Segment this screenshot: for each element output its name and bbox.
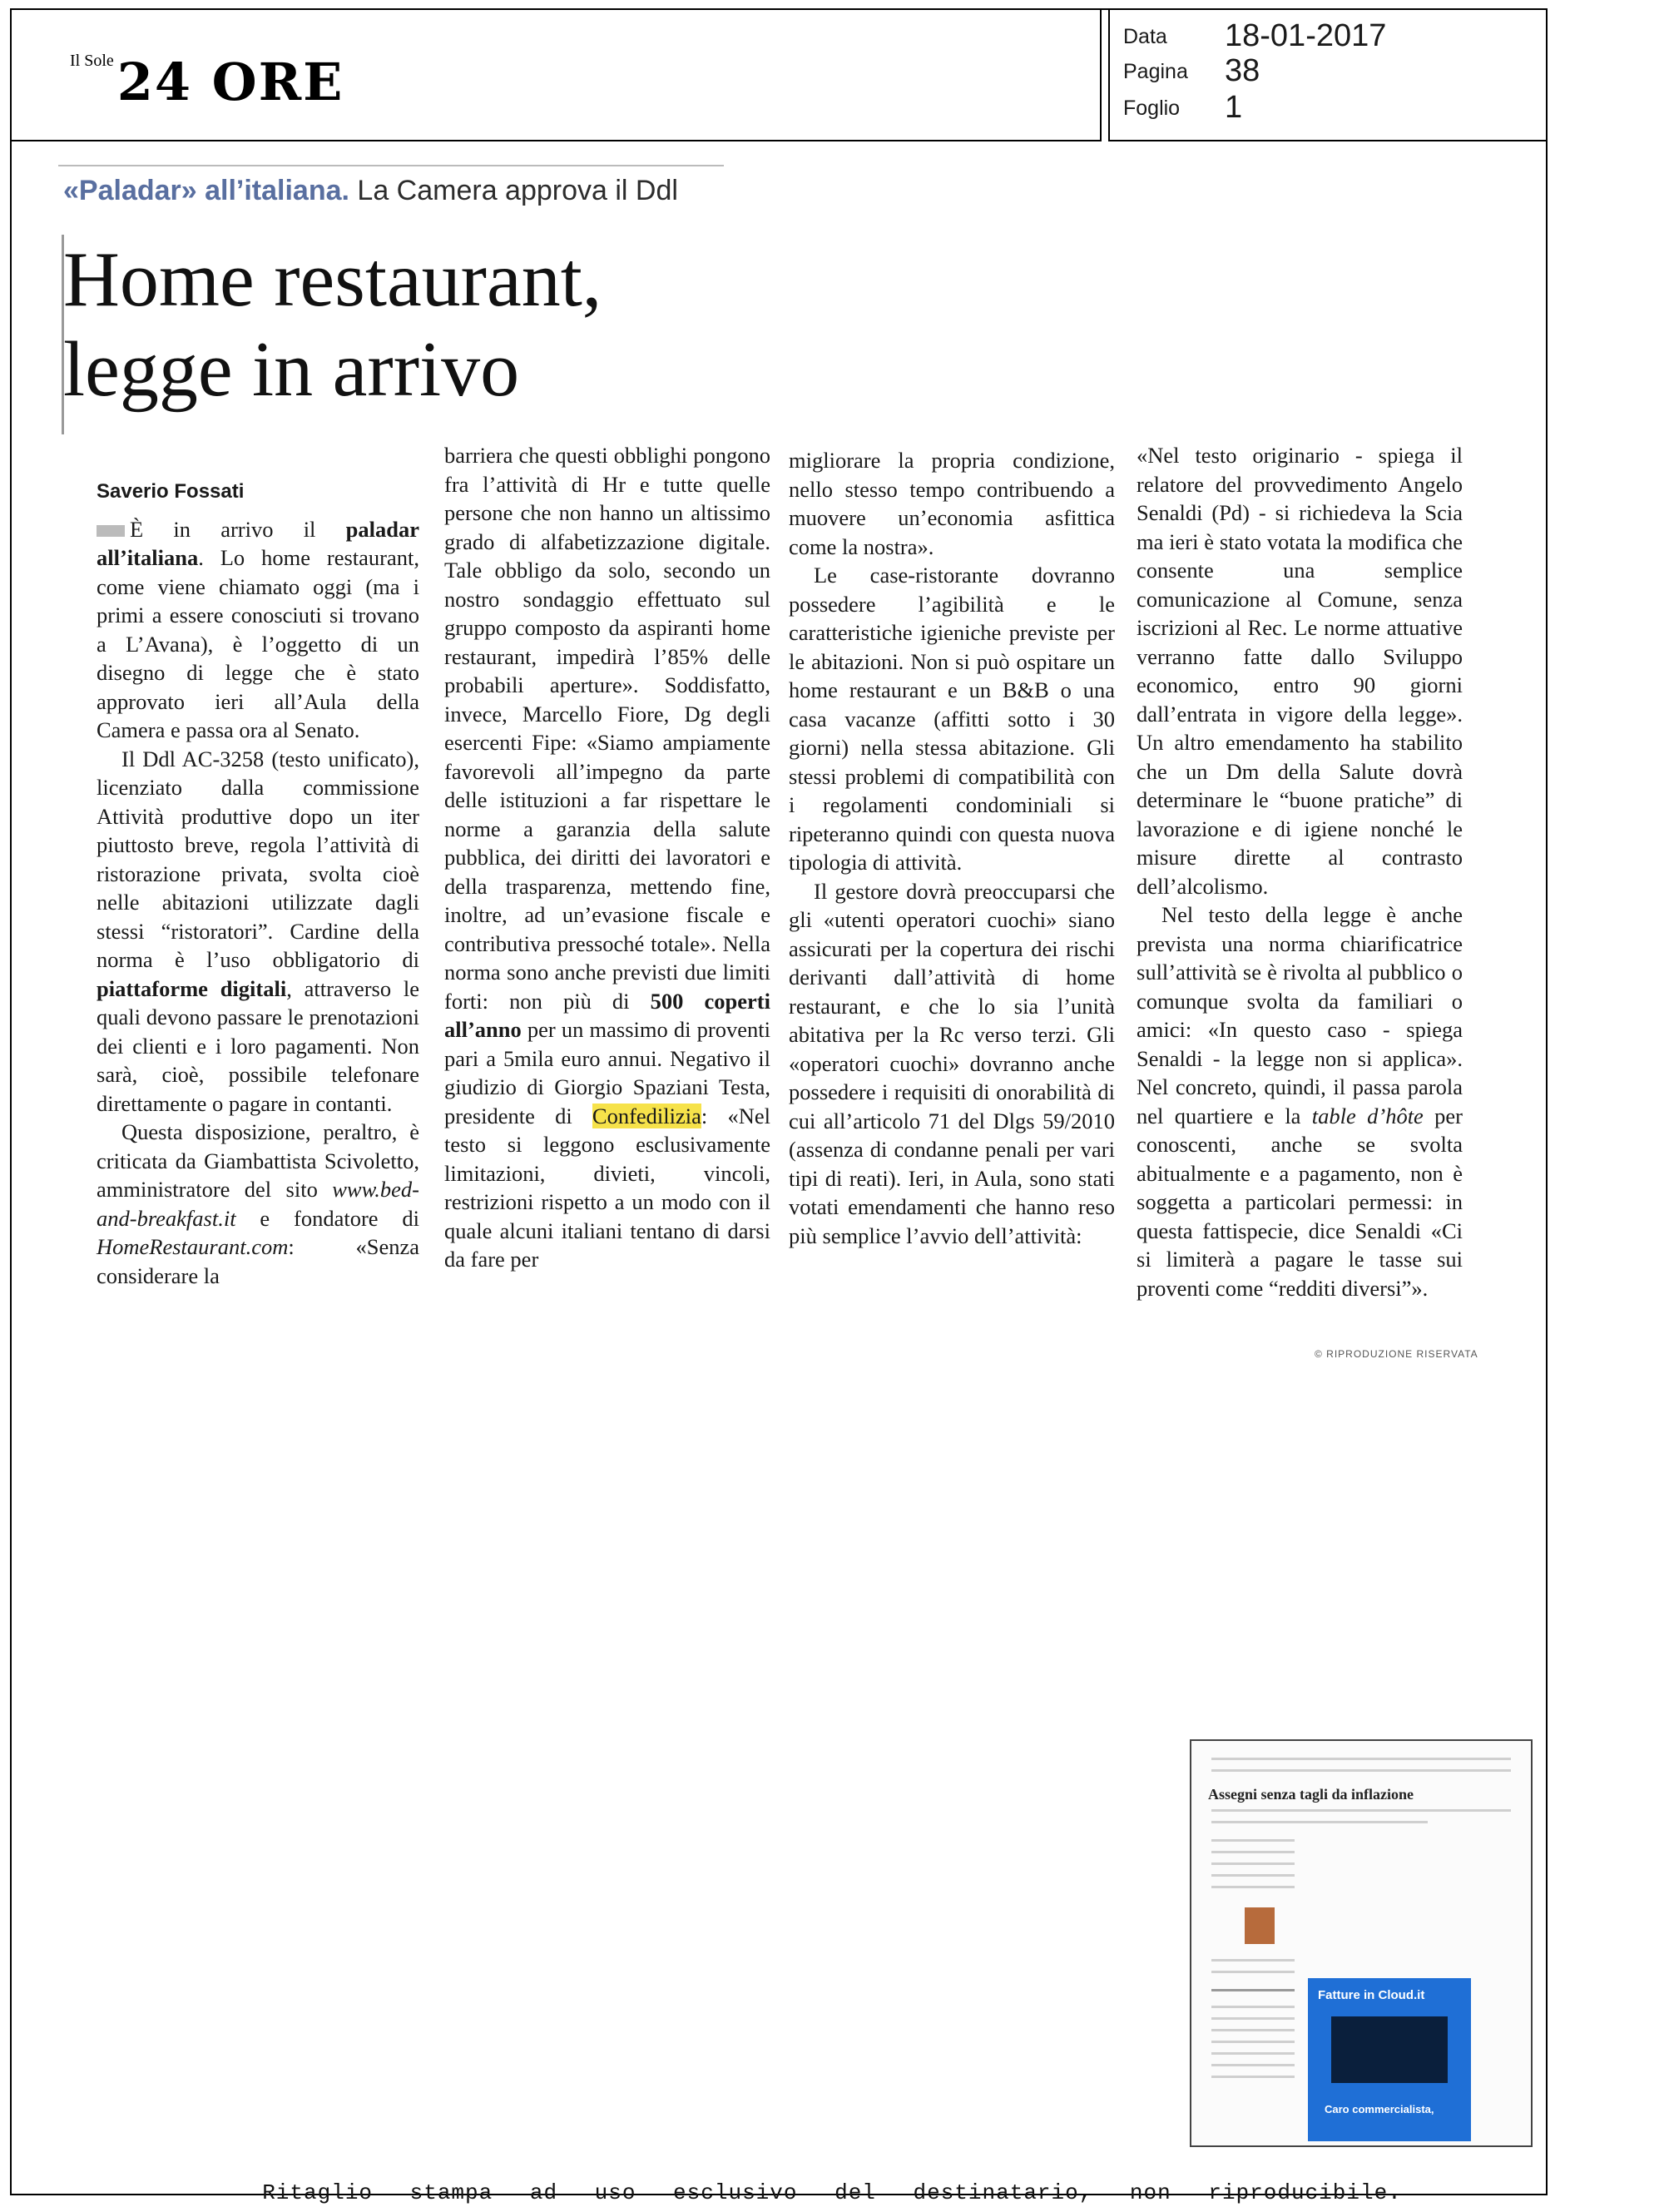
thumbnail-headline: Assegni senza tagli da inflazione bbox=[1208, 1786, 1414, 1803]
logo-small-text: Il Sole bbox=[70, 52, 114, 70]
article-column-4 bbox=[1137, 441, 1463, 1302]
byline: Saverio Fossati bbox=[97, 480, 245, 503]
paragraph-3-end: migliorare la propria condizione, nello stesso tempo contribuendo a muovere un’economia asfittica come la nostra». bbox=[789, 448, 1115, 559]
paragraph-3-start: : «Senza considerare la bbox=[97, 1234, 419, 1288]
paragraph-3-cont: barriera che questi obblighi pongono fra l’attività di Hr e tutte quelle persone che non hanno un altissimo grado di alfabetizzazione digitale. Tale obbligo da solo, secondo un nostro sondaggio effettuato sul gruppo composto da aspiranti home restaurant, impedirà l’85% delle probabili aperture». Soddisfatto, invece, Marcello Fiore, Dg degli esercenti Fipe: «Siamo ampiamente favorevoli all’impegno da parte delle istituzioni a far rispettare le norme a garanzia della salute pubblica, dei diritti dei lavoratori e della trasparenza, mettendo fine, inoltre, ad un’evasione fiscale e contributiva pressoché totale». Nella norma sono anche previsti due limiti forti: non più di 500 coperti all’anno per un massimo di proventi pari a 5mila euro annui. Negativo il giudizio di Giorgio Spaziani Testa, presidente di Confedilizia: «Nel testo si leggono esclusivamente limitazioni, divieti, vincoli, restrizioni rispetto a un modo con il quale alcuni italiani tentano di darsi da fare per bbox=[444, 443, 770, 1272]
footer-notice-text: Ritaglio stampa ad uso esclusivo del destinatario, non riproducibile. bbox=[262, 2180, 1402, 2205]
headline-line-1: Home restaurant, bbox=[63, 236, 602, 323]
foglio-value: 1 bbox=[1225, 90, 1243, 125]
kicker-bold: «Paladar» all’italiana. bbox=[63, 175, 349, 206]
paragraph-3: Questa disposizione, peraltro, è criticata da Giambattista Scivoletto, amministratore del sito www.bed-and-breakfast.it e fondatore di HomeRestaurant.com: «Senza considerare la bbox=[97, 1119, 419, 1288]
paragraph-1: È in arrivo il paladar all’italiana. Lo home restaurant, come viene chiamato oggi (ma i primi a essere conosciuti si trovano a L’Avana), è l’oggetto di un disegno di legge che è stato approvato ieri all’Aula della Camera e passa ora al Senato. bbox=[97, 516, 419, 742]
paragraph-5-cont: «Nel testo originario - spiega il relatore del provvedimento Angelo Senaldi (Pd) - si richiedeva la Scia ma ieri è stato votata la modifica che consente una semplice comunicazione al Comune, senza iscrizioni al Rec. Le norme attuative verranno fatte dallo Sviluppo economico, entro 90 giorni dall’entrata in vigore della legge». Un altro emendamento ha stabilito che un Dm della Salute dovrà determinare le “buone pratiche” di lavorazione e di igiene nonché le misure dirette al contrasto dell’alcolismo. bbox=[1137, 443, 1463, 899]
thumbnail-photo bbox=[1245, 1907, 1275, 1944]
article-kicker bbox=[63, 175, 678, 207]
paragraph-4: Le case-ristorante dovranno possedere l’agibilità e le caratteristiche igieniche previste per le abitazioni. Non si può ospitare un home restaurant e un B&B o una casa vacanze (affitti sotto i 30 giorni) nella stessa abitazione. Gli stessi problemi di compatibilità con i regolamenti condominiali si ripeteranno quindi con questa nuova tipologia di attività. bbox=[789, 563, 1115, 875]
ad-brand: Fatture in Cloud.it bbox=[1318, 1988, 1425, 2002]
data-label: Data bbox=[1123, 25, 1167, 48]
thumbnail-advertisement bbox=[1308, 1978, 1471, 2141]
article-column-1 bbox=[97, 441, 419, 1290]
paragraph-5: Il gestore dovrà preoccuparsi che gli «utenti operatori cuochi» siano assicurati per la copertura dei rischi derivanti dall’attività di home restaurant, e che lo sia l’unità abitativa per la Rc verso terzi. Gli «operatori cuochi» dovranno anche possedere i requisiti di onorabilità di cui all’articolo 71 del Dlgs 59/2010 (assenza di condanne penali per vari tipi di reati). Ieri, in Aula, sono stati votati emendamenti che hanno reso più semplice l’avvio dell’attività: bbox=[789, 878, 1115, 1248]
article-column-2 bbox=[444, 441, 770, 1274]
article-column-3 bbox=[789, 446, 1115, 1250]
headline-line-2: legge in arrivo bbox=[63, 326, 520, 413]
top-rule bbox=[58, 165, 724, 166]
kicker-rest: La Camera approva il Ddl bbox=[357, 175, 678, 206]
ad-screen-image bbox=[1331, 2016, 1448, 2083]
logo-big-text: 24 ORE bbox=[116, 52, 344, 112]
ad-tagline: Caro commercialista, bbox=[1325, 2103, 1434, 2115]
page-thumbnail bbox=[1190, 1739, 1533, 2147]
lead-marker-icon bbox=[97, 525, 125, 537]
clipping-notice bbox=[0, 2180, 1664, 2205]
foglio-label: Foglio bbox=[1123, 97, 1181, 120]
pagina-label: Pagina bbox=[1123, 60, 1188, 83]
article-headline bbox=[63, 235, 602, 414]
data-value: 18-01-2017 bbox=[1225, 18, 1387, 53]
newspaper-logo bbox=[70, 52, 344, 112]
paragraph-6: Nel testo della legge è anche prevista una norma chiarificatrice sull’attività se è rivolta al pubblico o comunque svolta da familiari o amici: «In questo caso - spiega Senaldi - la legge non si applica». Nel concreto, quindi, il passa parola nel quartiere e la table d’hôte per conoscenti, anche se svolta abitualmente e a pagamento, non è soggetta a particolari permessi: in questa fattispecie, dice Senaldi «Ci si limiterà a pagare le tasse sui proventi come “redditi diversi”». bbox=[1137, 902, 1463, 1301]
copyright-note: © RIPRODUZIONE RISERVATA bbox=[1315, 1348, 1478, 1360]
masthead-box bbox=[10, 8, 1102, 141]
pagina-value: 38 bbox=[1225, 53, 1260, 88]
paragraph-2: Il Ddl AC-3258 (testo unificato), licenziato dalla commissione Attività produttive dopo un iter piuttosto breve, regola l’attività di ristorazione privata, svolta cioè nelle abitazioni utilizzate dagli stessi “ristoratori”. Cardine della norma è l’uso obbligatorio di piattaforme digitali, attraverso le quali devono passare le prenotazioni dei clienti e i loro pagamenti. Non sarà, cioè, possibile telefonare direttamente o pagare in contanti. bbox=[97, 746, 419, 1116]
